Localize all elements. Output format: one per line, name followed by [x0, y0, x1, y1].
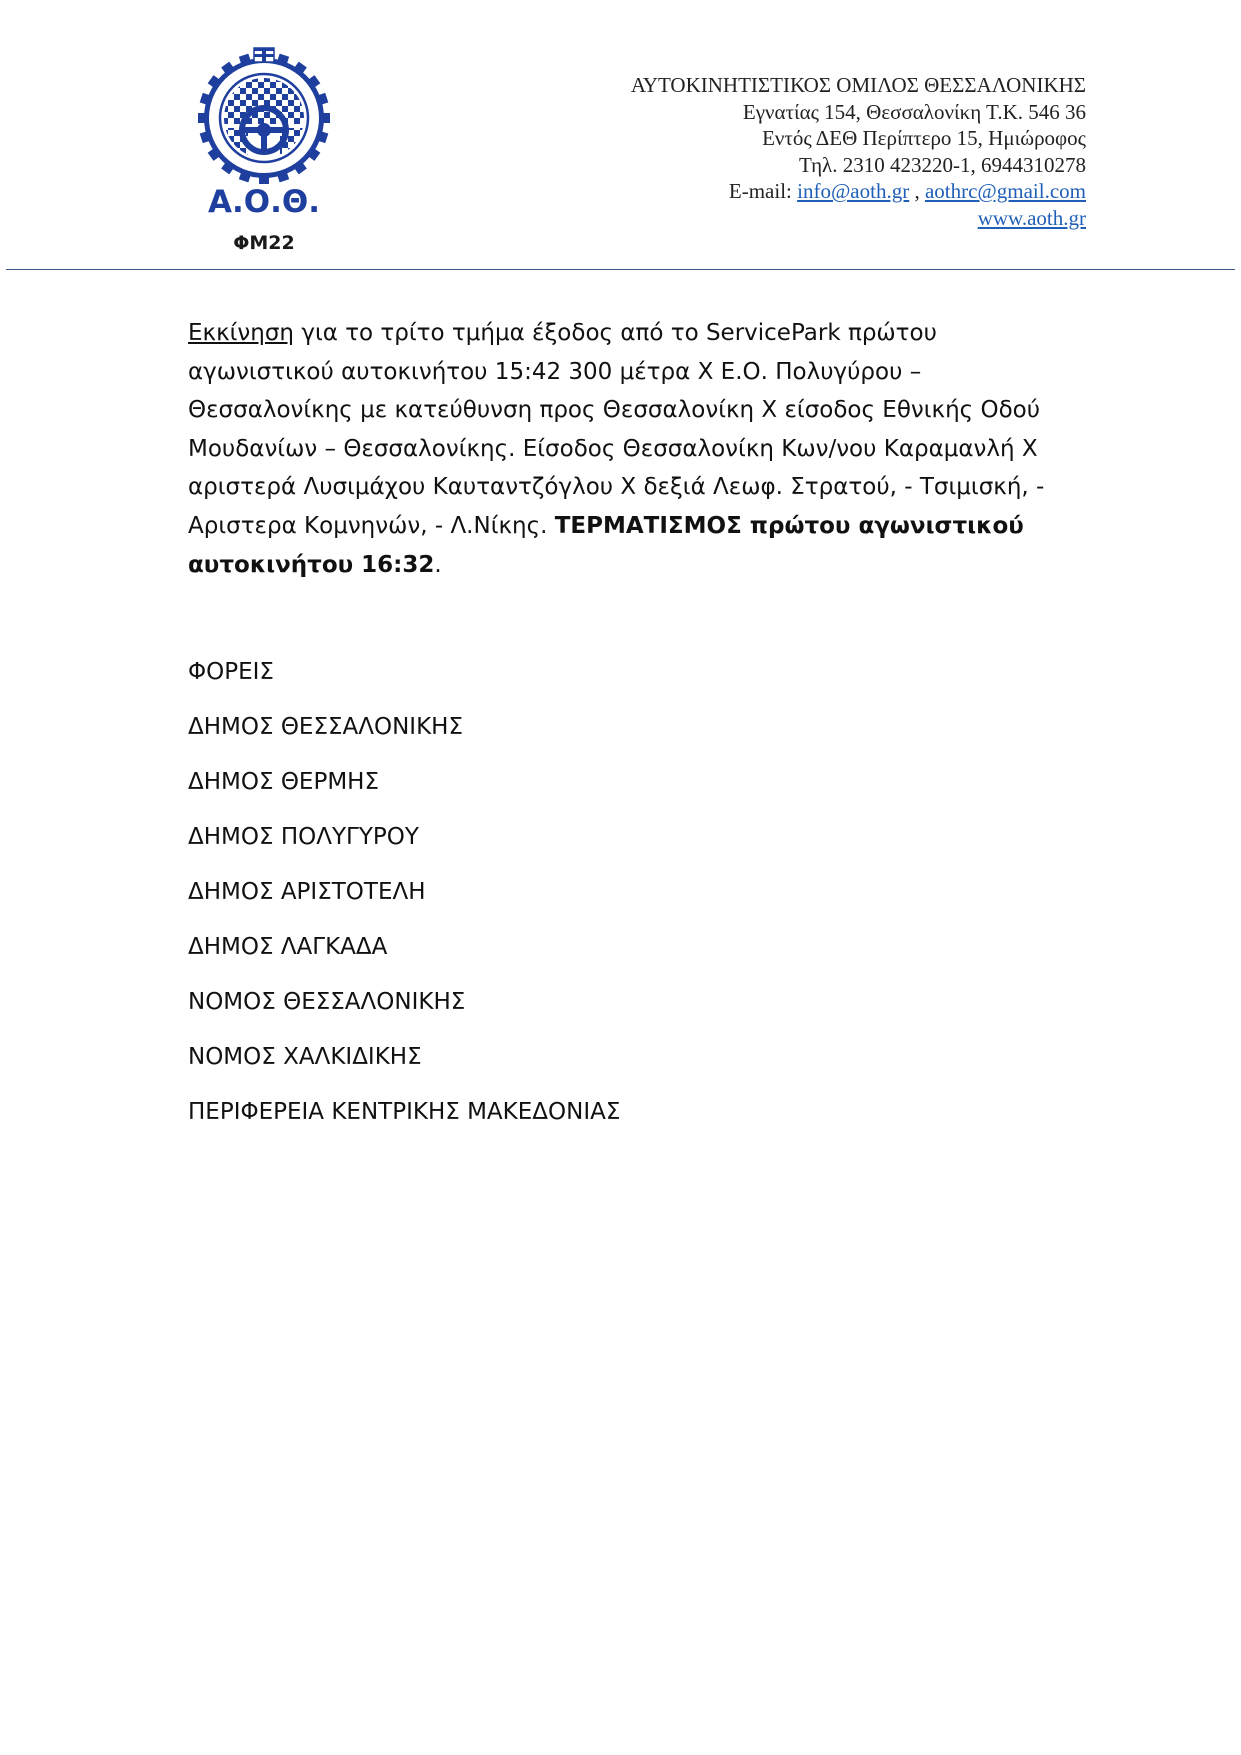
website-link[interactable]: www.aoth.gr — [977, 205, 1086, 230]
email-link-info[interactable]: info@aoth.gr — [797, 179, 910, 203]
route-paragraph — [188, 314, 1068, 584]
authorities-list — [188, 654, 620, 1149]
list-item: ΔΗΜΟΣ ΘΕΣΣΑΛΟΝΙΚΗΣ — [188, 714, 463, 740]
svg-text:Α.Ο.Θ.: Α.Ο.Θ. — [207, 184, 321, 220]
route-end: . — [434, 551, 442, 578]
list-item: ΝΟΜΟΣ ΘΕΣΣΑΛΟΝΙΚΗΣ — [188, 989, 466, 1015]
org-name: ΑΥΤΟΚΙΝΗΤΙΣΤΙΚΟΣ ΟΜΙΛΟΣ ΘΕΣΣΑΛΟΝΙΚΗΣ — [630, 73, 1086, 97]
list-item: ΔΗΜΟΣ ΛΑΓΚΑΔΑ — [188, 934, 388, 960]
org-location: Εντός ΔΕΘ Περίπτερο 15, Ημιώροφος — [762, 126, 1086, 150]
email-label: E-mail: — [728, 179, 792, 203]
club-logo — [198, 46, 330, 254]
start-label: Εκκίνηση — [188, 320, 295, 346]
finish-text: ΤΕΡΜΑΤΙΣΜΟΣ πρώτου αγωνιστικού αυτοκινήτου 16:32 — [188, 512, 1024, 578]
list-item: ΝΟΜΟΣ ΧΑΛΚΙΔΙΚΗΣ — [188, 1044, 422, 1070]
list-item: ΔΗΜΟΣ ΠΟΛΥΓΥΡΟΥ — [188, 824, 419, 850]
form-code: ΦΜ22 — [233, 232, 295, 254]
list-item: ΔΗΜΟΣ ΑΡΙΣΤΟΤΕΛΗ — [188, 879, 426, 905]
email-link-aothrc[interactable]: aothrc@gmail.com — [924, 179, 1086, 203]
list-item: ΦΟΡΕΙΣ — [188, 659, 274, 685]
org-website-line — [526, 205, 1086, 232]
org-email-line — [526, 178, 1086, 205]
route-text: για το τρίτο τμήμα έξοδος από το ServicePark πρώτου αγωνιστικού αυτοκινήτου 15:42 300 μέτρα Χ Ε.Ο. Πολυγύρου – Θεσσαλονίκης με κατεύθυνση προς Θεσσαλονίκη Χ είσοδος Εθνικής Οδού Μουδανίων – Θεσσαλονίκης. Είσοδος Θεσσαλονίκη Κων/νου Καραμανλή Χ αριστερά Λυσιμάχου Καυταντζόγλου Χ δεξιά Λεωφ. Στρατού, - Τσιμισκή, - Αριστερα Κομνηνών, - Λ.Νίκης. — [188, 320, 1045, 539]
header-divider — [6, 269, 1235, 270]
email-separator: , — [914, 179, 920, 203]
gear-emblem-icon — [198, 46, 330, 222]
organization-header — [526, 72, 1086, 231]
list-item: ΠΕΡΙΦΕΡΕΙΑ ΚΕΝΤΡΙΚΗΣ ΜΑΚΕΔΟΝΙΑΣ — [188, 1099, 621, 1125]
list-item: ΔΗΜΟΣ ΘΕΡΜΗΣ — [188, 769, 379, 795]
org-address: Εγνατίας 154, Θεσσαλονίκη Τ.Κ. 546 36 — [742, 99, 1086, 124]
org-phone: Τηλ. 2310 423220-1, 6944310278 — [799, 152, 1086, 177]
route-description — [188, 314, 1068, 584]
